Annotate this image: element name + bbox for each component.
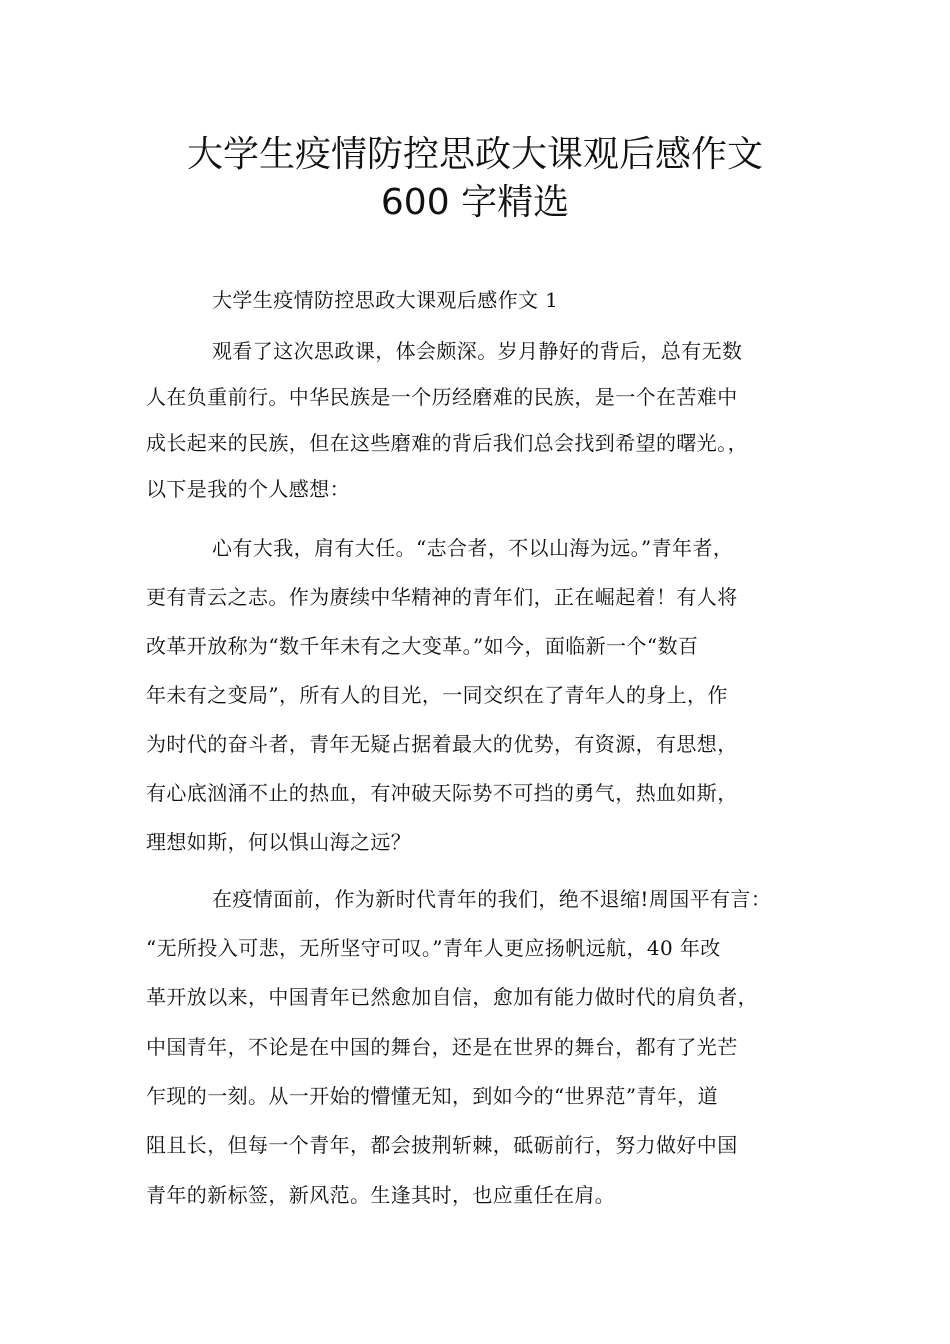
paragraph-3-line-5: 乍现的一刻。从一开始的懵懂无知，到如今的“世界范”青年，道 [146,1084,719,1108]
paragraph-3-line-6: 阻且长，但每一个青年，都会披荆斩棘，砥砺前行，努力做好中国 [146,1133,738,1157]
paragraph-3-line-1: 在疫情面前，作为新时代青年的我们，绝不退缩!周国平有言： [212,887,772,911]
paragraph-1-line-3: 成长起来的民族，但在这些磨难的背后我们总会找到希望的曙光。， [146,431,748,455]
paragraph-2-line-6: 有心底汹涌不止的热血，有冲破天际势不可挡的勇气，热血如斯， [146,781,738,805]
section-heading: 大学生疫情防控思政大课观后感作文 1 [212,288,559,312]
paragraph-2-line-5: 为时代的奋斗者，青年无疑占据着最大的优势，有资源，有思想， [146,732,738,756]
paragraph-3-line-7: 青年的新标签，新风范。生逢其时，也应重任在肩。 [146,1183,616,1207]
paragraph-3-line-3: 革开放以来，中国青年已然愈加自信，愈加有能力做时代的肩负者， [146,985,758,1009]
paragraph-1-line-4: 以下是我的个人感想： [146,477,350,501]
paragraph-3-line-2: “无所投入可悲，无所坚守可叹。”青年人更应扬帆远航，40 年改 [146,936,721,960]
document-title-line-1: 大学生疫情防控思政大课观后感作文 [186,134,763,175]
paragraph-2-line-3: 改革开放称为“数千年未有之大变革。”如今，面临新一个“数百 [146,634,699,658]
paragraph-2-line-1: 心有大我，肩有大任。“志合者，不以山海为远。”青年者， [212,536,734,560]
paragraph-2-line-4: 年未有之变局”，所有人的目光，一同交织在了青年人的身上，作 [146,683,728,707]
paragraph-2-line-7: 理想如斯，何以惧山海之远？ [146,830,412,854]
paragraph-2-line-2: 更有青云之志。作为赓续中华精神的青年们，正在崛起着！有人将 [146,585,738,609]
document-title-line-2: 600 字精选 [380,182,570,223]
paragraph-1-line-1: 观看了这次思政课，体会颇深。岁月静好的背后，总有无数 [212,339,743,363]
paragraph-3-line-4: 中国青年，不论是在中国的舞台，还是在世界的舞台，都有了光芒 [146,1035,738,1059]
paragraph-1-line-2: 人在负重前行。中华民族是一个历经磨难的民族，是一个在苦难中 [146,385,738,409]
